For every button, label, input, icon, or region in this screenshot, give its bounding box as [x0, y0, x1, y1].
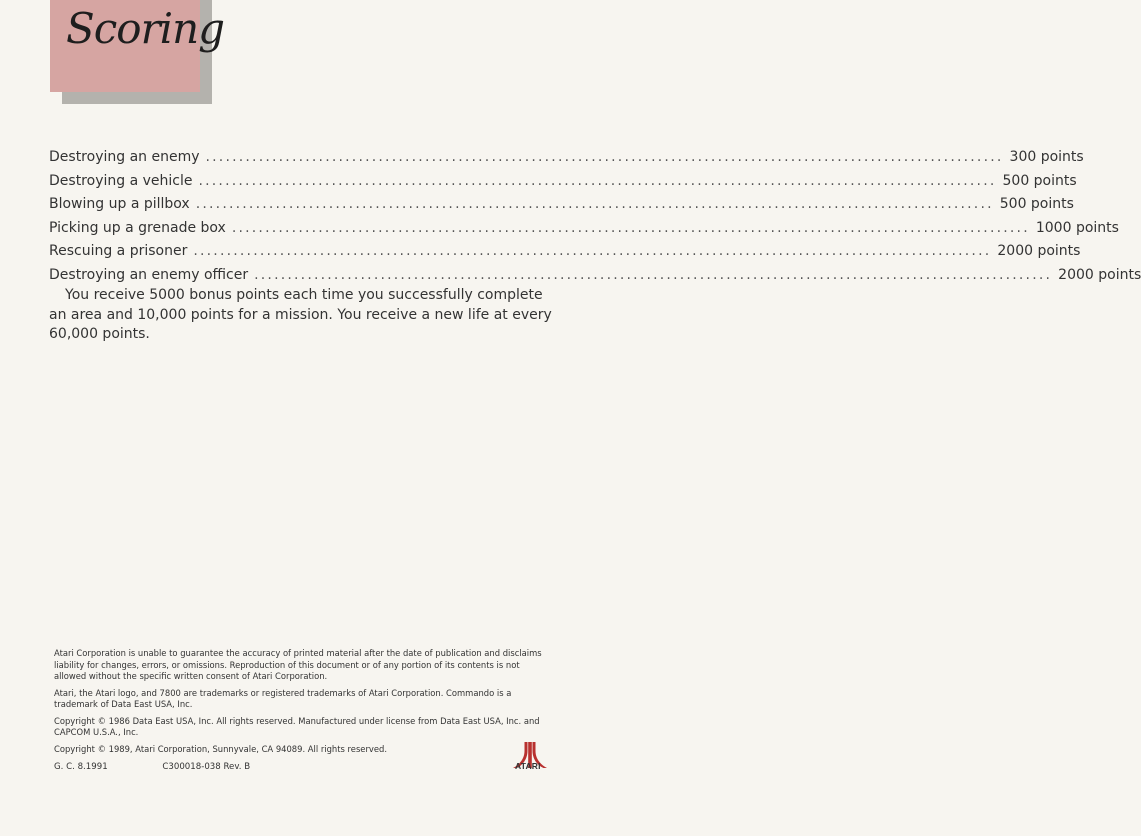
trademark-text: Atari, the Atari logo, and 7800 are trademarks or registered trademarks of Atari Corporation. Commando is a trademark of Data East USA, Inc. — [54, 687, 512, 709]
score-value: 500 points — [1002, 172, 1077, 189]
scoring-list — [49, 146, 1141, 287]
score-value: 2000 points — [997, 243, 1081, 259]
score-row — [49, 264, 1141, 288]
part-number: C300018-038 Rev. B — [162, 762, 251, 772]
atari-wordmark: ATARI — [515, 761, 541, 771]
dot-leader: ........................................................................................................................ — [198, 172, 997, 189]
disclaimer-text: Atari Corporation is unable to guarantee the accuracy of printed material after the date of publication and disclaims liability for changes, errors, or omissions. Reproduction of this document or of any portion of its contents is not allowed without the specific written consent of Atari Corporation. — [54, 648, 542, 681]
bonus-paragraph: You receive 5000 bonus points each time you successfully complete an area and 10,000 points for a mission. You receive a new life at every 60,000 points. — [49, 287, 552, 342]
score-label: Destroying an enemy officer — [49, 266, 249, 283]
score-label: Destroying a vehicle — [49, 172, 193, 189]
copyright-1986-text: Copyright © 1986 Data East USA, Inc. All rights reserved. Manufactured under license from Data East USA, Inc. and CAPCOM U.S.A., Inc. — [54, 715, 540, 737]
score-label: Rescuing a prisoner — [49, 243, 188, 259]
score-value: 1000 points — [1035, 219, 1119, 236]
page-title: Scoring — [66, 4, 225, 53]
score-label: Picking up a grenade box — [49, 219, 226, 236]
score-row — [49, 146, 1084, 170]
print-date-code: G. C. 8.1991 — [54, 762, 108, 772]
copyright-1989-text: Copyright © 1989, Atari Corporation, Sunnyvale, CA 94089. All rights reserved. — [54, 743, 387, 754]
dot-leader: ........................................................................................................................ — [254, 266, 1053, 283]
score-value: 2000 points — [1058, 266, 1141, 283]
dot-leader: ........................................................................................................................ — [231, 219, 1030, 236]
score-label: Blowing up a pillbox — [49, 196, 190, 212]
score-value: 500 points — [999, 196, 1074, 212]
score-label: Destroying an enemy — [49, 149, 200, 165]
dot-leader: ........................................................................................................................ — [193, 243, 992, 259]
score-row — [49, 217, 1119, 241]
dot-leader: ........................................................................................................................ — [205, 149, 1004, 165]
score-row — [49, 240, 1081, 264]
score-row — [49, 170, 1077, 194]
legal-notice — [54, 648, 549, 760]
score-value: 300 points — [1009, 149, 1084, 165]
score-row — [49, 193, 1074, 217]
dot-leader: ........................................................................................................................ — [195, 196, 994, 212]
print-codes — [54, 762, 250, 772]
